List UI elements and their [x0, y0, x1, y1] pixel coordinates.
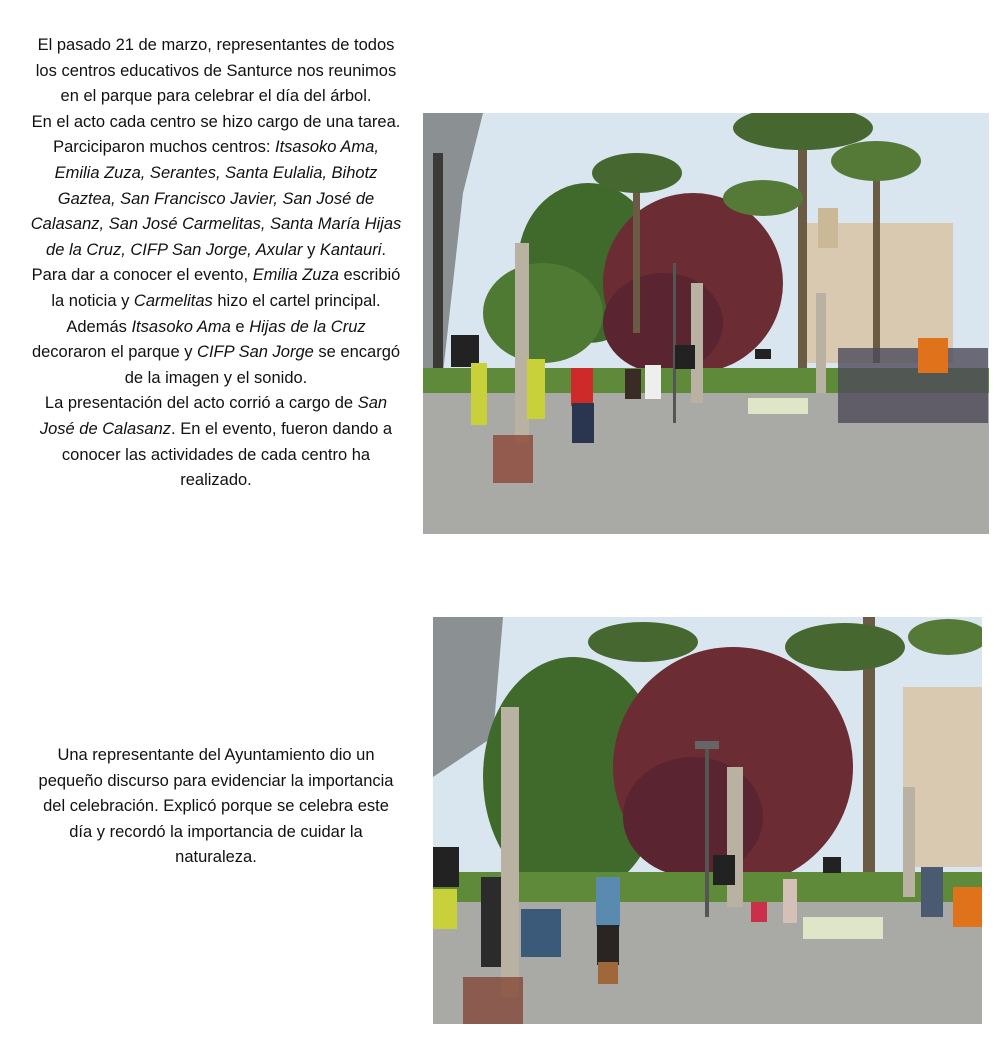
- text-segment: hizo el cartel principal. Además: [66, 291, 381, 336]
- school-name: Emilia Zuza: [252, 266, 339, 285]
- plane-tree-trunk-2: [727, 767, 743, 907]
- person-yellow-vest-1: [471, 363, 487, 425]
- person-dark: [481, 877, 501, 967]
- student-red-jacket: [571, 368, 593, 406]
- school-name: Carmelitas: [133, 291, 213, 310]
- palm-crown-2: [592, 153, 682, 193]
- photo-students-presenting: [423, 113, 989, 534]
- copper-beech-shadow: [603, 273, 723, 373]
- speaker-right: [713, 855, 735, 885]
- school-name: Itsasoko Ama, Emilia Zuza, Serantes, Santa Eulalia, Bihotz Gaztea, San Francisco Javier, San José de Calasanz, San José Carmelitas, Santa María Hijas de la Cruz, CIFP San Jorge, Axular: [30, 138, 402, 259]
- speaker-woman-boots: [598, 962, 618, 984]
- student-2: [625, 369, 641, 399]
- audience-group: [838, 348, 988, 423]
- paragraph-intro: [30, 33, 402, 110]
- text-segment: decoraron el parque y: [31, 343, 198, 362]
- flower-arrangements: [803, 917, 883, 939]
- plane-tree-trunk-3: [816, 293, 826, 393]
- article-text-top: [30, 33, 402, 494]
- children-group: [953, 887, 982, 927]
- person-yellow-vest: [433, 889, 457, 929]
- text-segment: e: [230, 317, 250, 336]
- paragraph-participants: [30, 110, 402, 264]
- text-segment: Una representante del Ayuntamiento dio un pequeño discurso para evidenciar la importancia del celebración. Explicó porque se celebra este día y recordó la importancia de cuidar la naturaleza.: [38, 746, 394, 867]
- text-segment: Para dar a conocer el evento,: [31, 266, 253, 285]
- school-name: Kantauri: [319, 240, 382, 259]
- audience-orange: [918, 338, 948, 373]
- park-scene-1: [423, 113, 989, 534]
- speaker-woman-skirt: [597, 925, 619, 965]
- speaker-right: [675, 345, 695, 369]
- passerby: [783, 879, 797, 923]
- palm-crown-4: [723, 180, 803, 216]
- student-3: [645, 365, 661, 399]
- school-name: Hijas de la Cruz: [249, 317, 366, 336]
- speaker-woman-jacket: [596, 877, 620, 927]
- text-segment: En el acto cada centro se hizo cargo de una tarea. Parciciparon muchos centros:: [31, 112, 401, 157]
- flower-arrangements: [748, 398, 808, 414]
- palm-crown-3: [831, 141, 921, 181]
- photo-council-speech: [433, 617, 982, 1024]
- street-lamp: [705, 747, 709, 917]
- article-text-bottom: [30, 743, 402, 871]
- text-segment: escribió la noticia y: [51, 266, 401, 310]
- text-segment: El pasado 21 de marzo, representantes de todos los centros educativos de Santurce nos reunimos en el parque para celebrar el día del árbol.: [35, 36, 397, 106]
- park-scene-2: [433, 617, 982, 1024]
- plane-tree-trunk-2: [691, 283, 703, 403]
- flower-pots: [493, 435, 533, 483]
- palm-trunk-3: [873, 163, 880, 363]
- school-name: San José de Calasanz: [39, 394, 388, 438]
- plane-tree-trunk-1: [515, 243, 529, 443]
- plane-tree-trunk-1: [501, 707, 519, 997]
- school-name: CIFP San Jorge: [197, 343, 314, 362]
- text-segment: y: [302, 240, 320, 259]
- speaker-left: [433, 847, 459, 887]
- palm-trunk: [798, 123, 807, 373]
- spectator: [921, 867, 943, 917]
- street-lamp: [673, 263, 676, 423]
- text-segment: La presentación del acto corrió a cargo de: [44, 394, 358, 413]
- text-segment: se encargó de la imagen y el sonido.: [124, 343, 401, 387]
- plane-tree-trunk-3: [903, 787, 915, 897]
- tree-trunk-left: [433, 153, 443, 393]
- paragraph-speech: [30, 743, 402, 871]
- building-tower: [818, 208, 838, 248]
- green-tree-2: [483, 263, 603, 363]
- red-bag: [751, 902, 767, 922]
- lamp-head: [695, 741, 719, 749]
- stroller: [521, 909, 561, 957]
- palm-crown-2: [588, 622, 698, 662]
- paragraph-tasks: [30, 263, 402, 391]
- text-segment: .: [381, 240, 386, 259]
- palm-trunk-2: [633, 173, 640, 333]
- speaker-far: [755, 349, 771, 359]
- person-yellow-vest-2: [527, 359, 545, 419]
- palm-crown: [785, 623, 905, 671]
- student-legs: [572, 403, 594, 443]
- text-segment: . En el evento, fueron dando a conocer las actividades de cada centro ha realizado.: [61, 419, 393, 490]
- paragraph-presentation: [30, 391, 402, 493]
- speaker-far: [823, 857, 841, 873]
- speaker-left: [451, 335, 479, 367]
- school-name: Itsasoko Ama: [131, 317, 231, 336]
- flower-pots: [463, 977, 523, 1024]
